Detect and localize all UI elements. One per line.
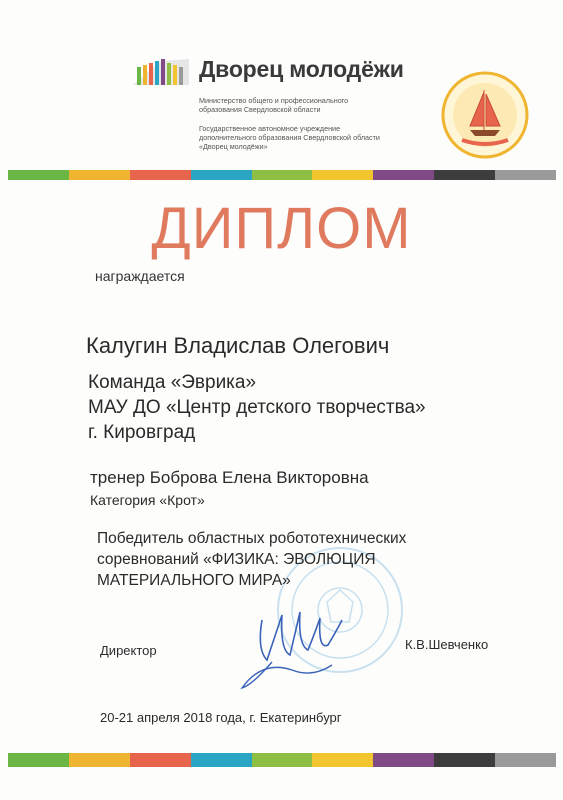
stripe-segment [130,170,191,180]
stripe-segment [434,170,495,180]
palace-logo-icon [133,55,189,85]
stripe-segment [495,170,556,180]
stripe-segment [69,170,130,180]
city-name: г. Кировград [88,422,196,443]
achievement-line-1: Победитель областных робототехнических [97,530,407,547]
director-name: К.В.Шевченко [405,637,489,652]
stripe-segment [252,170,313,180]
institution-line-1: Государственное автономное учреждение [199,124,341,133]
category-label: Категория «Крот» [90,492,205,508]
team-name: Команда «Эврика» [88,372,257,393]
event-date-place: 20-21 апреля 2018 года, г. Екатеринбург [100,710,342,725]
institution-line-3: «Дворец молодёжи» [199,142,268,151]
awarded-label: награждается [95,268,185,284]
achievement-text [97,528,457,591]
stripe-segment [8,753,69,767]
bottom-color-stripe [8,753,556,767]
stripe-segment [434,753,495,767]
director-label: Директор [100,643,157,658]
org-name: Дворец молодёжи [199,56,404,82]
stripe-segment [312,753,373,767]
stripe-segment [130,753,191,767]
stripe-segment [252,753,313,767]
ministry-line-2: образования Свердловской области [199,105,321,114]
achievement-line-3: МАТЕРИАЛЬНОГО МИРА» [97,572,291,589]
achievement-line-2: соревнований «ФИЗИКА: ЭВОЛЮЦИЯ [97,551,376,568]
stripe-segment [69,753,130,767]
coach-name: тренер Боброва Елена Викторовна [90,468,369,487]
stripe-segment [8,170,69,180]
stripe-segment [191,753,252,767]
top-color-stripe [8,170,556,180]
stripe-segment [495,753,556,767]
institution-line-2: дополнительного образования Свердловской области [199,133,380,142]
organization-name: МАУ ДО «Центр детского творчества» [88,397,426,418]
stripe-segment [312,170,373,180]
stripe-segment [191,170,252,180]
handwritten-signature-icon [232,590,362,700]
recipient-name: Калугин Владислав Олегович [86,333,390,358]
diploma-title: ДИПЛОМ [151,196,412,261]
stripe-segment [373,753,434,767]
ministry-line-1: Министерство общего и профессионального [199,96,349,105]
festival-emblem-icon [440,70,530,160]
stripe-segment [373,170,434,180]
